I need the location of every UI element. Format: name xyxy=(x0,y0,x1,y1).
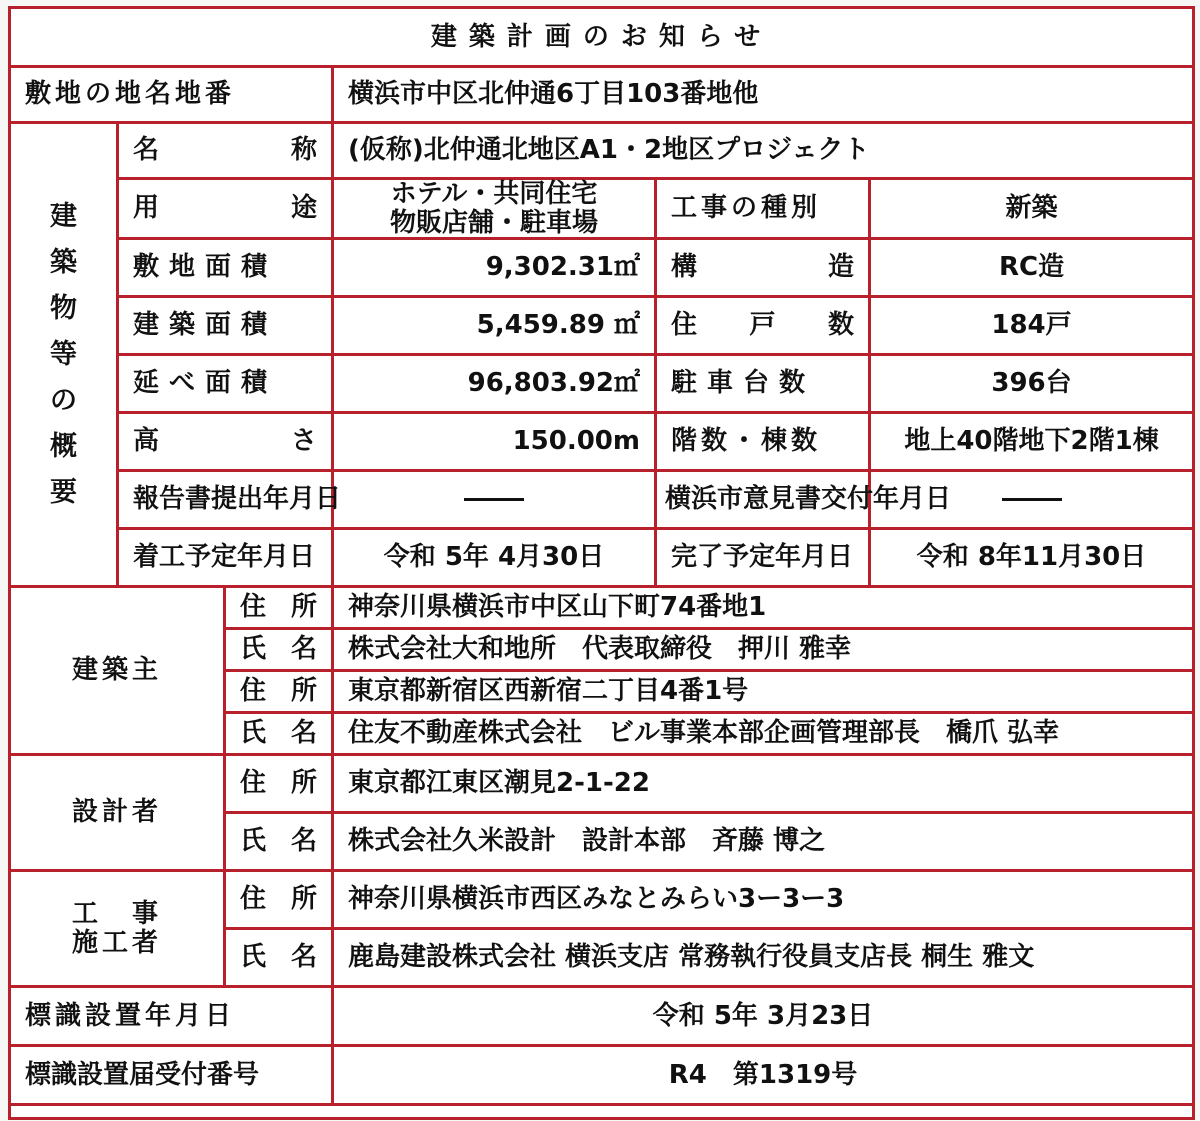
site-area-row xyxy=(10,239,1194,297)
dash-mark xyxy=(1002,498,1062,501)
opinion-date-label: 横浜市意見書交付年月日 xyxy=(656,471,870,529)
start-date-label: 着工予定年月日 xyxy=(118,529,333,587)
contractor-label: 工 事 施工者 xyxy=(10,871,225,987)
owner-sub-label: 氏 名 xyxy=(225,629,333,671)
sign-number-row xyxy=(10,1046,1194,1105)
building-area-value: 5,459.89 ㎡ xyxy=(333,297,656,355)
use-row xyxy=(10,179,1194,239)
report-row xyxy=(10,471,1194,529)
height-label: 高 さ xyxy=(118,413,333,471)
use-value: ホテル・共同住宅 物販店舗・駐車場 xyxy=(333,179,656,239)
report-date-label: 報告書提出年月日 xyxy=(118,471,333,529)
units-value: 184戸 xyxy=(870,297,1194,355)
floors-label: 階数・棟数 xyxy=(656,413,870,471)
site-address-row xyxy=(10,67,1194,123)
sign-date-value: 令和 5年 3月23日 xyxy=(333,987,1194,1046)
owner-address-1: 神奈川県横浜市中区山下町74番地1 xyxy=(333,587,1194,629)
work-type-label: 工事の種別 xyxy=(656,179,870,239)
contractor-sub-label: 氏 名 xyxy=(225,929,333,987)
site-address-label: 敷地の地名地番 xyxy=(10,67,333,123)
owner-row-1 xyxy=(10,587,1194,629)
site-address-value: 横浜市中区北仲通6丁目103番地他 xyxy=(333,67,1194,123)
sign-date-label: 標識設置年月日 xyxy=(10,987,333,1046)
end-date-label: 完了予定年月日 xyxy=(656,529,870,587)
work-type-value: 新築 xyxy=(870,179,1194,239)
designer-name: 株式会社久米設計 設計本部 斉藤 博之 xyxy=(333,813,1194,871)
designer-address: 東京都江東区潮見2-1-22 xyxy=(333,755,1194,813)
contractor-sub-label: 住 所 xyxy=(225,871,333,929)
site-area-value: 9,302.31㎡ xyxy=(333,239,656,297)
height-value: 150.00m xyxy=(333,413,656,471)
name-row xyxy=(10,123,1194,179)
name-value: (仮称)北仲通北地区A1・2地区プロジェクト xyxy=(333,123,1194,179)
site-area-label: 敷地面積 xyxy=(118,239,333,297)
floor-area-row xyxy=(10,355,1194,413)
start-date-value: 令和 5年 4月30日 xyxy=(333,529,656,587)
owner-sub-label: 住 所 xyxy=(225,587,333,629)
owner-label: 建築主 xyxy=(10,587,225,755)
bottom-spacer xyxy=(10,1105,1194,1119)
title-row xyxy=(10,8,1194,67)
total-floor-area-value: 96,803.92㎡ xyxy=(333,355,656,413)
floors-value: 地上40階地下2階1棟 xyxy=(870,413,1194,471)
owner-sub-label: 住 所 xyxy=(225,671,333,713)
building-area-row xyxy=(10,297,1194,355)
owner-name-1: 株式会社大和地所 代表取締役 押川 雅幸 xyxy=(333,629,1194,671)
designer-sub-label: 住 所 xyxy=(225,755,333,813)
designer-sub-label: 氏 名 xyxy=(225,813,333,871)
sign-number-label: 標識設置届受付番号 xyxy=(10,1046,333,1105)
contractor-row-1 xyxy=(10,871,1194,929)
notice-table xyxy=(8,6,1195,1120)
report-date-value xyxy=(333,471,656,529)
notice-title: 建築計画のお知らせ xyxy=(10,8,1194,67)
name-label: 名 称 xyxy=(118,123,333,179)
designer-label: 設計者 xyxy=(10,755,225,871)
parking-label: 駐車台数 xyxy=(656,355,870,413)
total-floor-area-label: 延べ面積 xyxy=(118,355,333,413)
building-area-label: 建築面積 xyxy=(118,297,333,355)
owner-sub-label: 氏 名 xyxy=(225,713,333,755)
schedule-row xyxy=(10,529,1194,587)
units-label: 住 戸 数 xyxy=(656,297,870,355)
height-row xyxy=(10,413,1194,471)
owner-address-2: 東京都新宿区西新宿二丁目4番1号 xyxy=(333,671,1194,713)
structure-value: RC造 xyxy=(870,239,1194,297)
owner-name-2: 住友不動産株式会社 ビル事業本部企画管理部長 橋爪 弘幸 xyxy=(333,713,1194,755)
bottom-spacer-row xyxy=(10,1105,1194,1119)
structure-label: 構 造 xyxy=(656,239,870,297)
contractor-name: 鹿島建設株式会社 横浜支店 常務執行役員支店長 桐生 雅文 xyxy=(333,929,1194,987)
dash-mark xyxy=(464,498,524,501)
use-label: 用 途 xyxy=(118,179,333,239)
sign-date-row xyxy=(10,987,1194,1046)
end-date-value: 令和 8年11月30日 xyxy=(870,529,1194,587)
contractor-address: 神奈川県横浜市西区みなとみらい3ー3ー3 xyxy=(333,871,1194,929)
parking-value: 396台 xyxy=(870,355,1194,413)
building-overview-label: 建 築 物 等 の 概 要 xyxy=(10,123,118,587)
designer-row-1 xyxy=(10,755,1194,813)
sign-number-value: R4 第1319号 xyxy=(333,1046,1194,1105)
